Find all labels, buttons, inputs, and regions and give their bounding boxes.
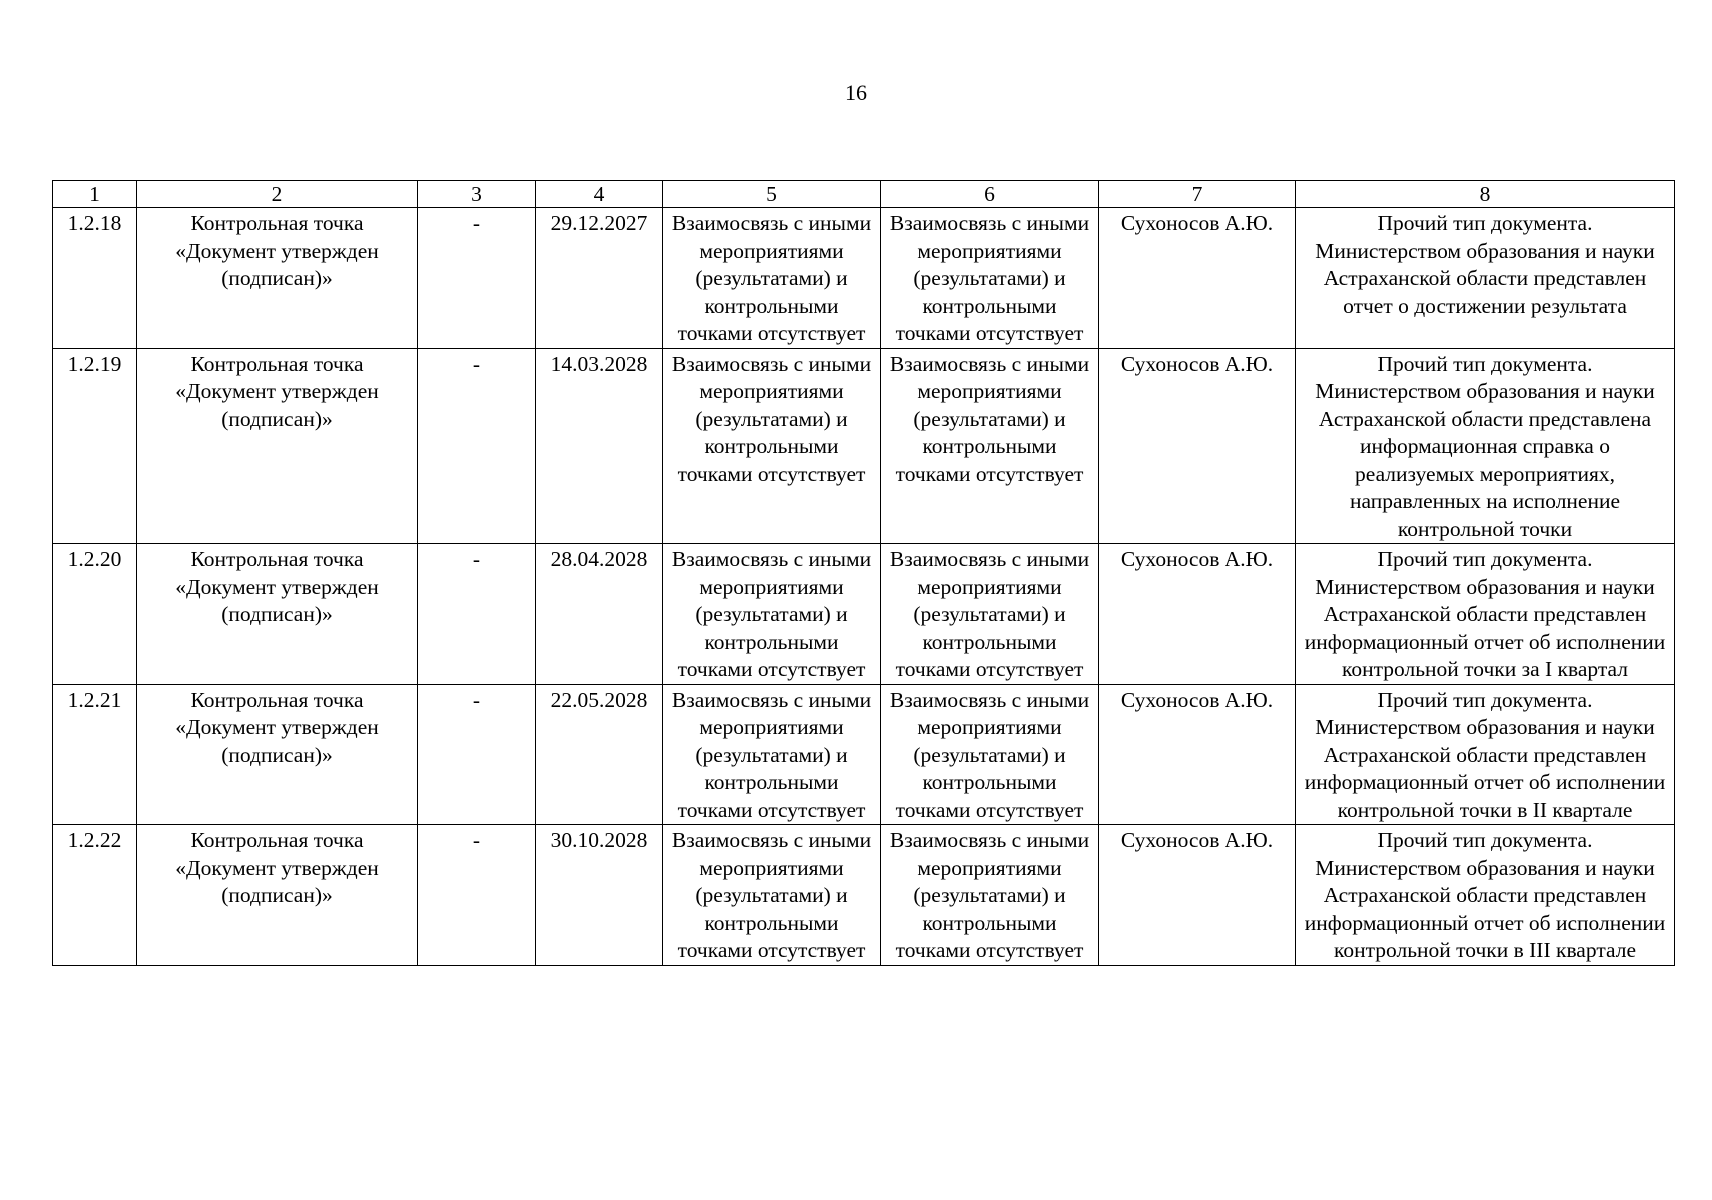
header-col-6: 6	[881, 181, 1099, 208]
column-3-value: -	[418, 544, 536, 685]
checkpoint-name: Контрольная точка «Документ утвержден (подписан)»	[137, 684, 418, 825]
relation-cell-5: Взаимосвязь с иными мероприятиями (результатами) и контрольными точками отсутствует	[663, 544, 881, 685]
header-col-7: 7	[1099, 181, 1296, 208]
document-description: Прочий тип документа. Министерством образования и науки Астраханской области представлен информационный отчет об исполнении контрольной точки в II квартале	[1296, 684, 1675, 825]
table-row	[53, 348, 1675, 544]
row-number: 1.2.20	[53, 544, 137, 685]
table-row	[53, 208, 1675, 349]
row-number: 1.2.19	[53, 348, 137, 544]
checkpoint-name: Контрольная точка «Документ утвержден (подписан)»	[137, 544, 418, 685]
table-header-row	[53, 181, 1675, 208]
header-col-4: 4	[536, 181, 663, 208]
header-col-2: 2	[137, 181, 418, 208]
responsible-person: Сухоносов А.Ю.	[1099, 825, 1296, 966]
responsible-person: Сухоносов А.Ю.	[1099, 684, 1296, 825]
responsible-person: Сухоносов А.Ю.	[1099, 544, 1296, 685]
relation-cell-5: Взаимосвязь с иными мероприятиями (результатами) и контрольными точками отсутствует	[663, 348, 881, 544]
row-number: 1.2.21	[53, 684, 137, 825]
page-number: 16	[845, 80, 867, 105]
column-3-value: -	[418, 825, 536, 966]
document-description: Прочий тип документа. Министерством образования и науки Астраханской области представлен информационный отчет об исполнении контрольной точки в III квартале	[1296, 825, 1675, 966]
column-3-value: -	[418, 208, 536, 349]
document-description: Прочий тип документа. Министерством образования и науки Астраханской области представлена информационная справка о реализуемых мероприятиях, направленных на исполнение контрольной точки	[1296, 348, 1675, 544]
document-description: Прочий тип документа. Министерством образования и науки Астраханской области представлен информационный отчет об исполнении контрольной точки за I квартал	[1296, 544, 1675, 685]
relation-cell-5: Взаимосвязь с иными мероприятиями (результатами) и контрольными точками отсутствует	[663, 208, 881, 349]
table-row	[53, 684, 1675, 825]
document-description: Прочий тип документа. Министерством образования и науки Астраханской области представлен отчет о достижении результата	[1296, 208, 1675, 349]
relation-cell-6: Взаимосвязь с иными мероприятиями (результатами) и контрольными точками отсутствует	[881, 825, 1099, 966]
relation-cell-6: Взаимосвязь с иными мероприятиями (результатами) и контрольными точками отсутствует	[881, 348, 1099, 544]
relation-cell-6: Взаимосвязь с иными мероприятиями (результатами) и контрольными точками отсутствует	[881, 684, 1099, 825]
relation-cell-6: Взаимосвязь с иными мероприятиями (результатами) и контрольными точками отсутствует	[881, 208, 1099, 349]
checkpoint-date: 28.04.2028	[536, 544, 663, 685]
row-number: 1.2.18	[53, 208, 137, 349]
relation-cell-6: Взаимосвязь с иными мероприятиями (результатами) и контрольными точками отсутствует	[881, 544, 1099, 685]
header-col-1: 1	[53, 181, 137, 208]
column-3-value: -	[418, 684, 536, 825]
table-row	[53, 544, 1675, 685]
checkpoint-date: 22.05.2028	[536, 684, 663, 825]
checkpoint-name: Контрольная точка «Документ утвержден (подписан)»	[137, 825, 418, 966]
column-3-value: -	[418, 348, 536, 544]
checkpoint-date: 29.12.2027	[536, 208, 663, 349]
responsible-person: Сухоносов А.Ю.	[1099, 208, 1296, 349]
row-number: 1.2.22	[53, 825, 137, 966]
relation-cell-5: Взаимосвязь с иными мероприятиями (результатами) и контрольными точками отсутствует	[663, 825, 881, 966]
checkpoint-table	[52, 180, 1675, 966]
header-col-3: 3	[418, 181, 536, 208]
responsible-person: Сухоносов А.Ю.	[1099, 348, 1296, 544]
header-col-8: 8	[1296, 181, 1675, 208]
table-row	[53, 825, 1675, 966]
header-col-5: 5	[663, 181, 881, 208]
relation-cell-5: Взаимосвязь с иными мероприятиями (результатами) и контрольными точками отсутствует	[663, 684, 881, 825]
checkpoint-name: Контрольная точка «Документ утвержден (подписан)»	[137, 348, 418, 544]
checkpoint-date: 14.03.2028	[536, 348, 663, 544]
checkpoint-name: Контрольная точка «Документ утвержден (подписан)»	[137, 208, 418, 349]
checkpoint-date: 30.10.2028	[536, 825, 663, 966]
